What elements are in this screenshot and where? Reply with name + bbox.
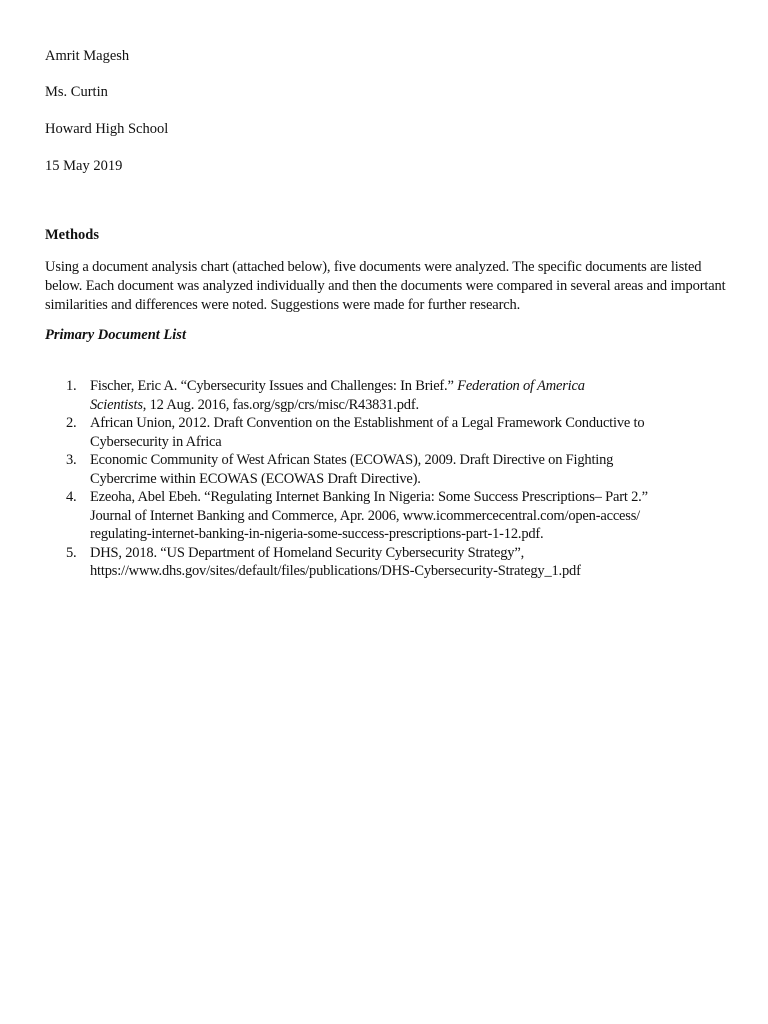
list-item-number: 3. — [66, 452, 77, 468]
list-item-line: https://www.dhs.gov/sites/default/files/publications/DHS-Cybersecurity-Strategy_1.pdf — [90, 563, 581, 579]
methods-heading: Methods — [45, 227, 99, 243]
citation-text: , 12 Aug. 2016, fas.org/sgp/crs/misc/R43831.pdf. — [142, 396, 419, 413]
methods-paragraph: Using a document analysis chart (attached below), five documents were analyzed. The specific documents are listed below. Each document was analyzed individually and then the documents were compared in several areas and important similarities and differences were noted. Suggestions were made for further research. — [45, 259, 726, 313]
citation-source: Scientists — [90, 396, 143, 413]
list-item-line: African Union, 2012. Draft Convention on the Establishment of a Legal Framework Conductive to — [90, 415, 645, 431]
citation-source: Federation of America — [457, 378, 585, 394]
list-item — [45, 451, 735, 488]
citation-text: Fischer, Eric A. “Cybersecurity Issues and Challenges: In Brief.” — [90, 378, 458, 394]
list-item-line: Economic Community of West African States (ECOWAS), 2009. Draft Directive on Fighting — [90, 452, 614, 468]
author-name: Amrit Magesh — [45, 48, 130, 64]
list-item — [45, 488, 735, 544]
list-item-line: Cybersecurity in Africa — [90, 433, 222, 450]
list-item-number: 2. — [66, 415, 77, 431]
list-item-line: Cybercrime within ECOWAS (ECOWAS Draft Directive). — [90, 470, 421, 487]
document-date: 15 May 2019 — [45, 158, 123, 174]
list-item-line: Journal of Internet Banking and Commerce, Apr. 2006, www.icommercecentral.com/open-access/ — [90, 507, 640, 524]
list-item-line: DHS, 2018. “US Department of Homeland Security Cybersecurity Strategy”, — [90, 544, 524, 561]
list-item-number: 1. — [66, 378, 77, 394]
document-list-heading: Primary Document List — [45, 327, 186, 343]
list-item-line: regulating-internet-banking-in-nigeria-some-success-prescriptions-part-1-12.pdf. — [90, 526, 544, 542]
list-item-number: 4. — [66, 489, 77, 505]
list-item — [45, 544, 735, 581]
list-item-line — [90, 377, 735, 396]
teacher-name: Ms. Curtin — [45, 84, 108, 100]
list-item-line — [90, 396, 735, 415]
list-item-number: 5. — [66, 544, 77, 561]
list-item-line: Ezeoha, Abel Ebeh. “Regulating Internet Banking In Nigeria: Some Success Prescriptions– Part 2.” — [90, 489, 648, 505]
school-name: Howard High School — [45, 121, 169, 137]
document-list — [45, 377, 735, 581]
list-item — [45, 414, 735, 451]
list-item — [45, 377, 735, 414]
